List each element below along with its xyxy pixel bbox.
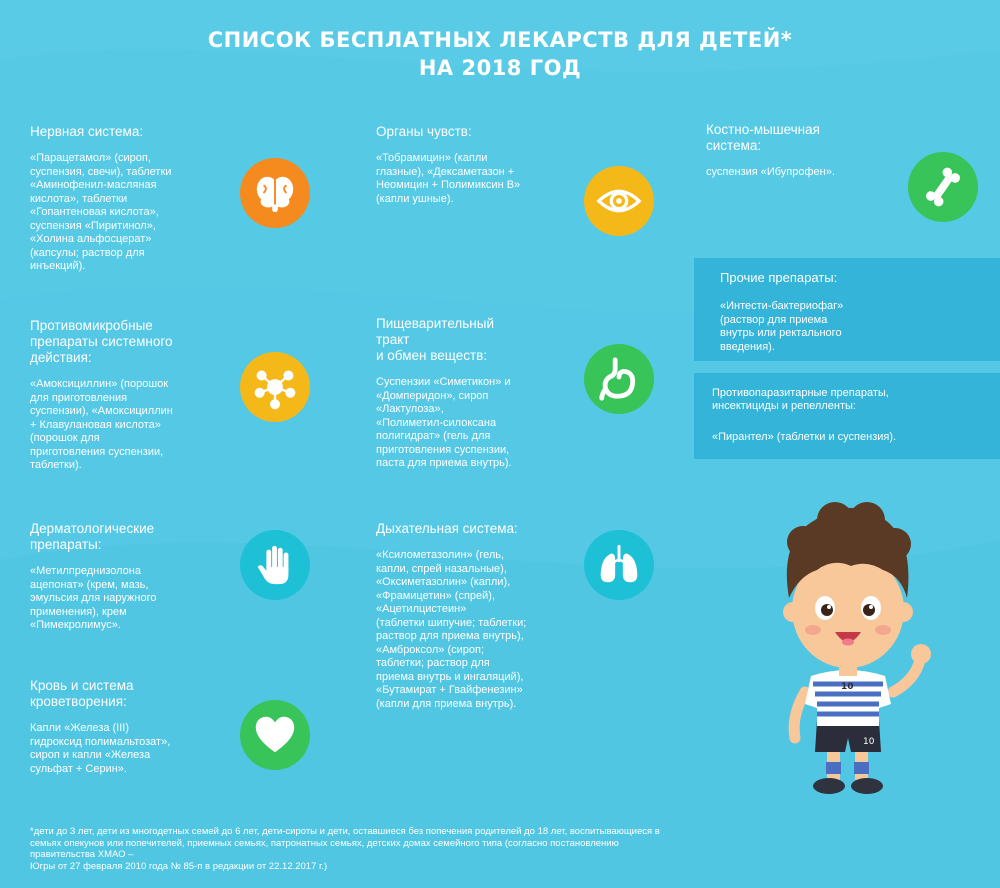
section-antimicrobial-text: «Амоксициллин» (порошок для приготовления суспензии), «Амоксициллин + Клавулановая кислота» (порошок для приготовления суспензии, таблетки). [30,378,173,471]
section-antimicrobial [30,318,235,473]
section-respiratory-text: «Ксилометазолин» (гель, капли, спрей назальные), «Оксиметазолин» (капли), «Фрамицетин» (спрей), «Ацетилцистеин» (таблетки шипучие; таблетки; раствор для приема внутрь), «Амброксол» (сироп; таблетки; раствор для приема внутрь и ингаляций), «Бутамират + Гвайфенезин» (капли для приема внутрь). [376,549,527,710]
panel-other [694,258,1000,361]
section-musculoskeletal-title: Костно-мышечная система: [706,122,820,153]
stomach-icon [584,344,654,414]
section-senses [376,124,576,206]
section-blood-title: Кровь и система кроветворения: [30,678,134,709]
section-antiparasitic-text: «Пирантел» (таблетки и суспензия). [712,431,897,443]
eye-icon [584,166,654,236]
lungs-icon [584,530,654,600]
section-blood-text: Капли «Железа (III) гидроксид полимальтозат», сироп и капли «Железа сульфат + Серин». [30,722,171,775]
hand-icon [240,530,310,600]
page-title [0,26,1000,82]
title-line-2: НА 2018 ГОД [418,56,582,80]
molecule-icon [240,352,310,422]
section-nervous-title: Нервная система: [30,124,144,139]
shorts-number: 10 [863,737,875,747]
section-antimicrobial-title: Противомикробные препараты системного действия: [30,318,173,365]
boy-mascot-illustration [755,480,940,800]
section-other-text: «Интести-бактериофаг» (раствор для приема внутрь или ректального введения). [720,300,844,353]
section-dermatology [30,521,235,633]
shirt-number: 10 [841,682,854,692]
section-musculoskeletal [706,122,886,180]
section-digestive-title: Пищеварительный тракт и обмен веществ: [376,316,494,363]
section-digestive [376,316,576,471]
section-musculoskeletal-text: суспензия «Ибупрофен». [706,166,835,178]
section-antiparasitic-title: Противопаразитарные препараты, инсектициды и репелленты: [712,387,889,412]
section-digestive-text: Суспензии «Симетикон» и «Домперидон», сироп «Лактулоза», «Полиметил-силоксана полигидрат» (гель для приготовления суспензии, паста для приема внутрь). [376,376,512,469]
section-nervous [30,124,235,274]
title-line-1: СПИСОК БЕСПЛАТНЫХ ЛЕКАРСТВ ДЛЯ ДЕТЕЙ* [207,28,793,52]
bone-icon [908,152,978,222]
section-dermatology-text: «Метилпреднизолона ацепонат» (крем, мазь, эмульсия для наружного применения), крем «Пимекролимус». [30,565,157,631]
section-senses-text: «Тобрамицин» (капли глазные), «Дексаметазон + Неомицин + Полимиксин В» (капли ушные). [376,152,521,205]
footnote: *дети до 3 лет, дети из многодетных семей до 6 лет, дети-сироты и дети, оставшиеся без попечения родителей до 18 лет, воспитывающиеся в семьях опекунов или попечителей, приемных семьях, патронатных семьях, детских домах семейного типа (согласно постановлению правительства ХМАО – Югры от 27 февраля 2010 года № 85-п в редакции от 22.12.2017 г.) [30,826,660,872]
brain-icon [240,158,310,228]
section-dermatology-title: Дерматологические препараты: [30,521,155,552]
section-respiratory-title: Дыхательная система: [376,521,518,536]
section-blood [30,678,235,776]
panel-antiparasitic [694,373,1000,459]
heart-icon [240,700,310,770]
section-nervous-text: «Парацетамол» (сироп, суспензия, свечи), таблетки «Аминофенил-масляная кислота», таблетки «Гопантеновая кислота», суспензия «Пиритинол», «Холина альфосцерат» (капсулы; раствор для инъекций). [30,152,172,272]
section-other-title: Прочие препараты: [720,270,838,285]
section-respiratory [376,521,586,711]
section-senses-title: Органы чувств: [376,124,472,139]
